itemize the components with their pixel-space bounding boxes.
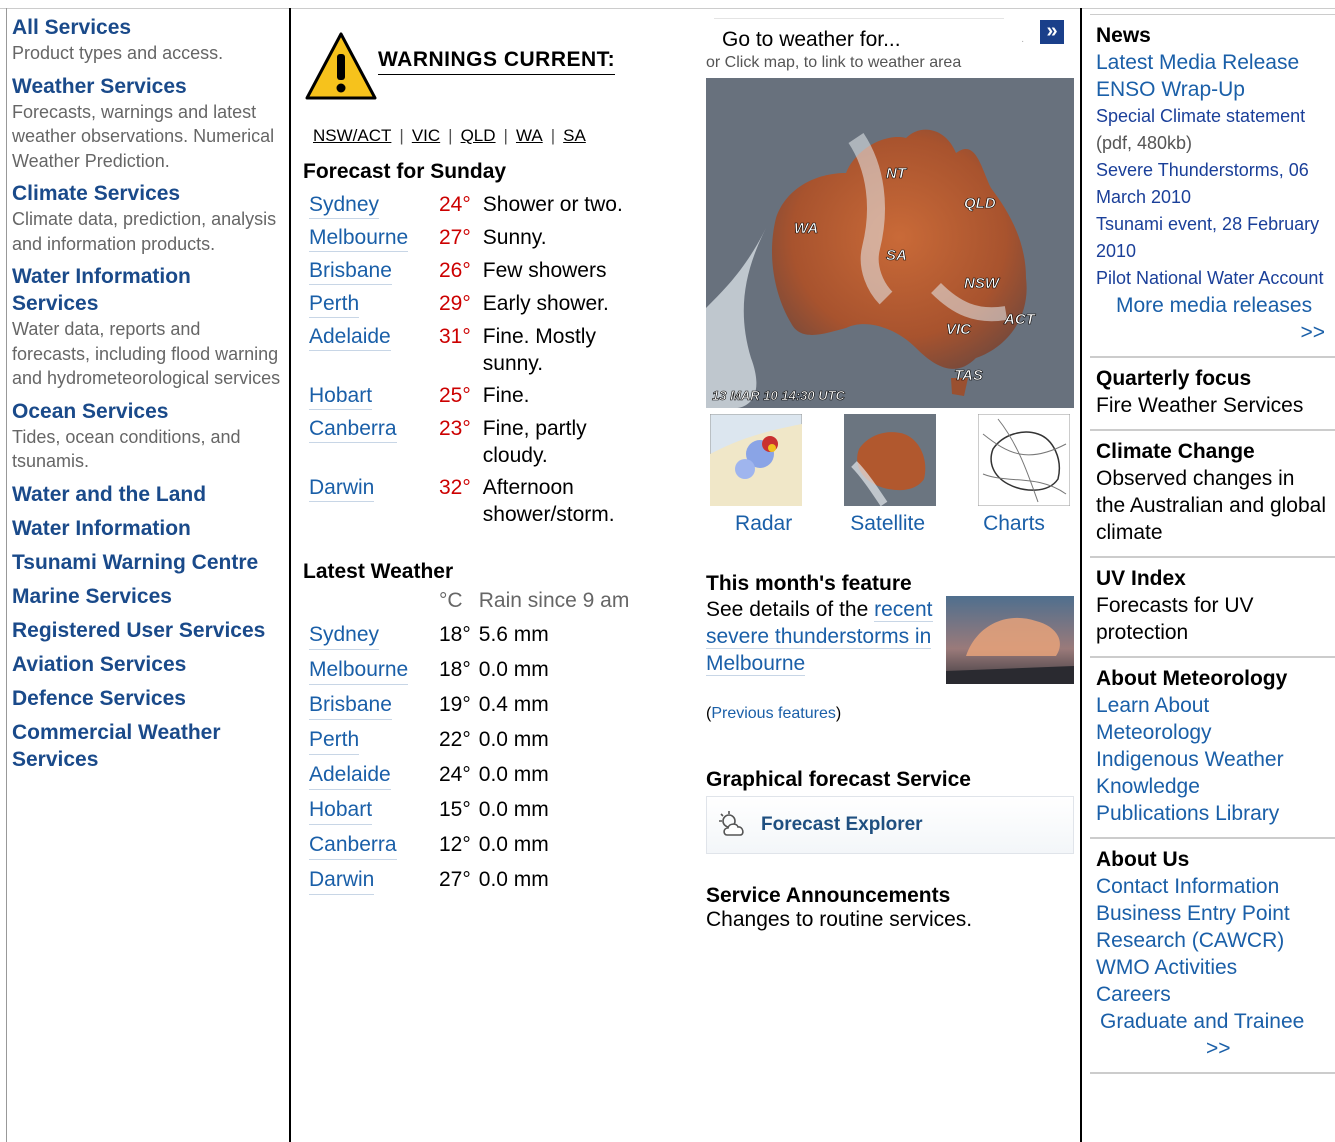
- news-small-links: [1096, 103, 1329, 292]
- latest-city-cell: [307, 758, 437, 793]
- nav-block: [12, 719, 282, 773]
- map-timestamp: 13 MAR 10 14:30 UTC: [712, 388, 845, 403]
- forecast-row: [307, 412, 655, 471]
- latest-city-link[interactable]: Melbourne: [309, 655, 408, 685]
- contact-info-link[interactable]: Contact Information: [1096, 875, 1280, 898]
- feature-block: [706, 596, 1074, 677]
- nav-link[interactable]: Ocean Services: [12, 399, 169, 423]
- nav-block: [12, 515, 282, 542]
- nav-block: [12, 73, 282, 174]
- nav-block: [12, 651, 282, 678]
- latest-rain: 0.0 mm: [478, 798, 549, 821]
- warnings-forecast-column: [303, 30, 683, 898]
- quarterly-body[interactable]: Fire Weather Services: [1096, 394, 1304, 417]
- warning-state-link[interactable]: NSW/ACT: [313, 126, 392, 145]
- about-met-heading: About Meteorology: [1096, 667, 1288, 690]
- latest-row: [307, 653, 631, 688]
- state-separator: |: [550, 126, 556, 145]
- forecast-city-cell: [307, 379, 437, 412]
- latest-city-link[interactable]: Perth: [309, 725, 359, 755]
- satellite-thumbnail[interactable]: [844, 414, 936, 506]
- latest-city-link[interactable]: Hobart: [309, 795, 372, 825]
- latest-temp: 15°: [439, 798, 471, 821]
- forecast-temp: 23°: [439, 417, 471, 440]
- sidebar-right: [1090, 14, 1335, 1074]
- nav-block: [12, 14, 282, 66]
- latest-temp: 24°: [439, 763, 471, 786]
- latest-row: [307, 863, 631, 898]
- forecast-row: [307, 471, 655, 530]
- nav-block: [12, 263, 282, 391]
- careers-link[interactable]: Careers: [1096, 983, 1171, 1006]
- map-region-nt[interactable]: NT: [886, 165, 906, 182]
- charts-thumbnail[interactable]: [978, 414, 1070, 506]
- forecast-row: [307, 254, 655, 287]
- latest-weather-table: [307, 584, 631, 898]
- latest-city-cell: [307, 653, 437, 688]
- latest-temp: 27°: [439, 868, 471, 891]
- news-item: [1096, 265, 1329, 292]
- nav-description: Product types and access.: [12, 43, 224, 63]
- more-media-releases-arrow[interactable]: >>: [1300, 321, 1325, 344]
- warning-state-link[interactable]: SA: [563, 126, 586, 145]
- forecast-row: [307, 221, 655, 254]
- map-subtitle: or Click map, to link to weather area: [706, 54, 962, 71]
- forecast-city-cell: [307, 221, 437, 254]
- nav-block: [12, 685, 282, 712]
- nav-description: Tides, ocean conditions, and tsunamis.: [12, 426, 241, 471]
- graduate-trainee-arrow[interactable]: >>: [1206, 1037, 1231, 1060]
- map-region-act[interactable]: ACT: [1004, 311, 1035, 328]
- feature-lead: See details of the: [706, 598, 869, 621]
- nav-link[interactable]: Defence Services: [12, 686, 186, 710]
- latest-city-link[interactable]: Canberra: [309, 830, 397, 860]
- nav-link[interactable]: Water Information: [12, 516, 191, 540]
- warning-state-link[interactable]: VIC: [411, 126, 441, 145]
- left-border: [6, 8, 7, 1142]
- climate-body[interactable]: Observed changes in the Australian and global climate: [1096, 467, 1327, 544]
- forecast-city-link[interactable]: Hobart: [309, 382, 372, 410]
- forecast-desc: Early shower.: [482, 292, 609, 315]
- latest-header-row: [307, 584, 631, 618]
- nav-link[interactable]: Registered User Services: [12, 618, 266, 642]
- news-item-link[interactable]: Tsunami event, 28 February 2010: [1096, 214, 1320, 261]
- latest-city-cell: [307, 828, 437, 863]
- forecast-desc: Fine. Mostly sunny.: [482, 325, 596, 375]
- nav-block: [12, 549, 282, 576]
- forecast-city-cell: [307, 471, 437, 530]
- latest-city-link[interactable]: Sydney: [309, 620, 379, 650]
- news-box: [1090, 14, 1335, 358]
- forecast-explorer-label: Forecast Explorer: [761, 814, 923, 835]
- forecast-row: [307, 320, 655, 379]
- nav-link[interactable]: Climate Services: [12, 182, 181, 205]
- state-separator: |: [399, 126, 404, 145]
- uv-box: [1090, 558, 1335, 658]
- latest-rain: 0.0 mm: [478, 763, 549, 786]
- latest-header-temp: °C: [439, 589, 463, 612]
- forecast-explorer-button[interactable]: [706, 796, 1074, 854]
- services-nav: [12, 14, 282, 780]
- forecast-row: [307, 379, 655, 412]
- quarterly-box: [1090, 358, 1335, 431]
- latest-city-link[interactable]: Darwin: [309, 865, 374, 895]
- latest-city-cell: [307, 863, 437, 898]
- latest-row: [307, 828, 631, 863]
- latest-temp: 22°: [439, 728, 471, 751]
- nav-description: Forecasts, warnings and latest weather observations. Numerical Weather Prediction.: [12, 101, 275, 171]
- news-item-meta: (pdf, 480kb): [1096, 133, 1193, 153]
- latest-header-blank: [307, 584, 437, 618]
- nav-link[interactable]: Tsunami Warning Centre: [12, 550, 259, 574]
- quarterly-heading: Quarterly focus: [1096, 367, 1252, 390]
- news-item-link[interactable]: Pilot National Water Account: [1096, 268, 1324, 288]
- announcements-body: Changes to routine services.: [706, 908, 973, 931]
- warnings-header: [303, 30, 683, 110]
- satellite-link[interactable]: Satellite: [850, 512, 926, 535]
- warning-triangle-icon: [303, 30, 379, 102]
- feature-link[interactable]: recent severe thunderstorms in Melbourne: [706, 598, 933, 675]
- map-region-sa[interactable]: SA: [886, 247, 907, 264]
- map-thumbnails: [706, 414, 1074, 506]
- latest-rain: 0.0 mm: [478, 658, 549, 681]
- map-region-qld[interactable]: QLD: [964, 195, 996, 212]
- forecast-table: [307, 188, 655, 530]
- uv-heading: UV Index: [1096, 567, 1186, 590]
- forecast-desc: Shower or two.: [482, 193, 623, 216]
- latest-city-cell: [307, 618, 437, 653]
- forecast-temp: 26°: [439, 259, 471, 282]
- latest-heading: Latest Weather: [303, 560, 454, 583]
- nav-block: [12, 398, 282, 474]
- news-link-enso[interactable]: ENSO Wrap-Up: [1096, 78, 1245, 101]
- nav-block: [12, 481, 282, 508]
- australia-satellite-image: [706, 78, 1074, 408]
- forecast-city-link[interactable]: Melbourne: [309, 224, 408, 252]
- uv-body[interactable]: Forecasts for UV protection: [1096, 594, 1254, 644]
- nav-link[interactable]: Marine Services: [12, 584, 172, 608]
- nav-link[interactable]: Water and the Land: [12, 482, 207, 506]
- map-region-vic[interactable]: VIC: [946, 321, 972, 338]
- news-item-link[interactable]: Severe Thunderstorms, 06 March 2010: [1096, 160, 1309, 207]
- satellite-map[interactable]: [706, 78, 1074, 408]
- map-region-tas[interactable]: TAS: [954, 367, 983, 384]
- latest-city-link[interactable]: Brisbane: [309, 690, 392, 720]
- radar-thumbnail[interactable]: [710, 414, 802, 506]
- forecast-temp: 25°: [439, 384, 471, 407]
- forecast-city-link[interactable]: Darwin: [309, 474, 374, 502]
- news-item: [1096, 157, 1329, 211]
- prev-close: ): [835, 705, 842, 722]
- latest-temp: 19°: [439, 693, 471, 716]
- forecast-temp: 32°: [439, 476, 471, 499]
- previous-features: [706, 705, 1074, 723]
- forecast-city-cell: [307, 188, 437, 221]
- state-separator: |: [503, 126, 508, 145]
- latest-temp: 18°: [439, 658, 471, 681]
- nav-block: [12, 617, 282, 644]
- climate-heading: Climate Change: [1096, 440, 1255, 463]
- map-column: [706, 18, 1074, 932]
- business-entry-link[interactable]: Business Entry Point: [1096, 902, 1290, 925]
- forecast-row: [307, 287, 655, 320]
- feature-heading: This month's feature: [706, 572, 912, 595]
- about-us-box: [1090, 839, 1335, 1074]
- forecast-heading: Forecast for Sunday: [303, 160, 507, 183]
- nav-description: Water data, reports and forecasts, including flood warning and hydrometeorological services: [12, 319, 281, 388]
- forecast-city-cell: [307, 320, 437, 379]
- nav-link[interactable]: Commercial Weather Services: [12, 720, 221, 771]
- forecast-city-cell: [307, 254, 437, 287]
- forecast-city-link[interactable]: Sydney: [309, 191, 379, 219]
- goto-label[interactable]: Go to weather for...: [722, 28, 901, 51]
- graphical-heading: Graphical forecast Service: [706, 768, 971, 791]
- prev-open: (: [706, 705, 712, 722]
- latest-row: [307, 618, 631, 653]
- forecast-city-link[interactable]: Perth: [309, 290, 359, 318]
- learn-meteorology-link[interactable]: Learn About Meteorology: [1096, 694, 1212, 744]
- announcements-heading: Service Announcements: [706, 884, 951, 907]
- thunderstorm-photo[interactable]: [946, 596, 1074, 684]
- forecast-city-link[interactable]: Brisbane: [309, 257, 392, 285]
- latest-row: [307, 723, 631, 758]
- warning-state-link[interactable]: QLD: [460, 126, 496, 145]
- forecast-desc: Afternoon shower/storm.: [482, 476, 615, 526]
- charts-link[interactable]: Charts: [983, 512, 1045, 535]
- previous-features-link[interactable]: Previous features: [711, 705, 836, 722]
- warning-state-link[interactable]: WA: [515, 126, 543, 145]
- go-button[interactable]: »: [1040, 20, 1064, 44]
- state-separator: |: [448, 126, 453, 145]
- cloud-sun-icon: [717, 811, 751, 839]
- forecast-city-link[interactable]: Canberra: [309, 415, 397, 443]
- nav-link[interactable]: Water Information Services: [12, 265, 191, 315]
- latest-city-cell: [307, 688, 437, 723]
- latest-temp: 12°: [439, 833, 471, 856]
- forecast-city-cell: [307, 287, 437, 320]
- latest-rain: 0.4 mm: [478, 693, 549, 716]
- forecast-desc: Fine.: [482, 384, 530, 407]
- latest-rain: 0.0 mm: [478, 833, 549, 856]
- nav-block: [12, 583, 282, 610]
- forecast-desc: Fine, partly cloudy.: [482, 417, 587, 467]
- radar-link[interactable]: Radar: [735, 512, 793, 535]
- forecast-desc: Sunny.: [482, 226, 547, 249]
- latest-temp: 18°: [439, 623, 471, 646]
- goto-dropdown-dot: ·: [1021, 36, 1025, 47]
- indigenous-weather-link[interactable]: Indigenous Weather Knowledge: [1096, 748, 1284, 798]
- about-met-box: [1090, 658, 1335, 839]
- warning-states: [313, 126, 683, 146]
- nav-link[interactable]: Aviation Services: [12, 652, 187, 676]
- news-heading: News: [1096, 24, 1151, 47]
- climate-box: [1090, 431, 1335, 558]
- latest-city-cell: [307, 793, 437, 828]
- latest-row: [307, 758, 631, 793]
- nav-link[interactable]: Weather Services: [12, 74, 187, 98]
- latest-city-link[interactable]: Adelaide: [309, 760, 391, 790]
- wmo-activities-link[interactable]: WMO Activities: [1096, 956, 1238, 979]
- forecast-row: [307, 188, 655, 221]
- forecast-city-cell: [307, 412, 437, 471]
- nav-block: [12, 180, 282, 256]
- latest-header-rain: Rain since 9 am: [478, 589, 630, 612]
- forecast-temp: 27°: [439, 226, 471, 249]
- publications-library-link[interactable]: Publications Library: [1096, 802, 1280, 825]
- nav-link[interactable]: All Services: [12, 16, 132, 39]
- thumbnail-labels: [706, 512, 1074, 536]
- latest-rain: 0.0 mm: [478, 868, 549, 891]
- latest-city-cell: [307, 723, 437, 758]
- forecast-temp: 24°: [439, 193, 471, 216]
- latest-rain: 0.0 mm: [478, 728, 549, 751]
- news-link-media-release[interactable]: Latest Media Release: [1096, 51, 1300, 74]
- column-divider-1: [289, 8, 291, 1142]
- forecast-temp: 31°: [439, 325, 471, 348]
- latest-rain: 5.6 mm: [478, 623, 549, 646]
- news-item-link[interactable]: Special Climate statement: [1096, 106, 1306, 126]
- warnings-title: WARNINGS CURRENT:: [378, 48, 615, 75]
- about-us-heading: About Us: [1096, 848, 1190, 871]
- forecast-desc: Few showers: [482, 259, 607, 282]
- forecast-temp: 29°: [439, 292, 471, 315]
- news-item: [1096, 211, 1329, 265]
- top-divider: [0, 8, 1335, 9]
- nav-description: Climate data, prediction, analysis and information products.: [12, 209, 277, 254]
- map-region-nsw[interactable]: NSW: [964, 275, 999, 292]
- news-item: [1096, 103, 1329, 157]
- latest-row: [307, 793, 631, 828]
- column-divider-2: [1080, 8, 1082, 1142]
- latest-row: [307, 688, 631, 723]
- forecast-city-link[interactable]: Adelaide: [309, 323, 391, 351]
- graduate-trainee-link[interactable]: Graduate and Trainee: [1100, 1010, 1305, 1033]
- research-cawcr-link[interactable]: Research (CAWCR): [1096, 929, 1285, 952]
- more-media-releases-link[interactable]: More media releases: [1116, 294, 1313, 317]
- map-region-wa[interactable]: WA: [794, 220, 819, 237]
